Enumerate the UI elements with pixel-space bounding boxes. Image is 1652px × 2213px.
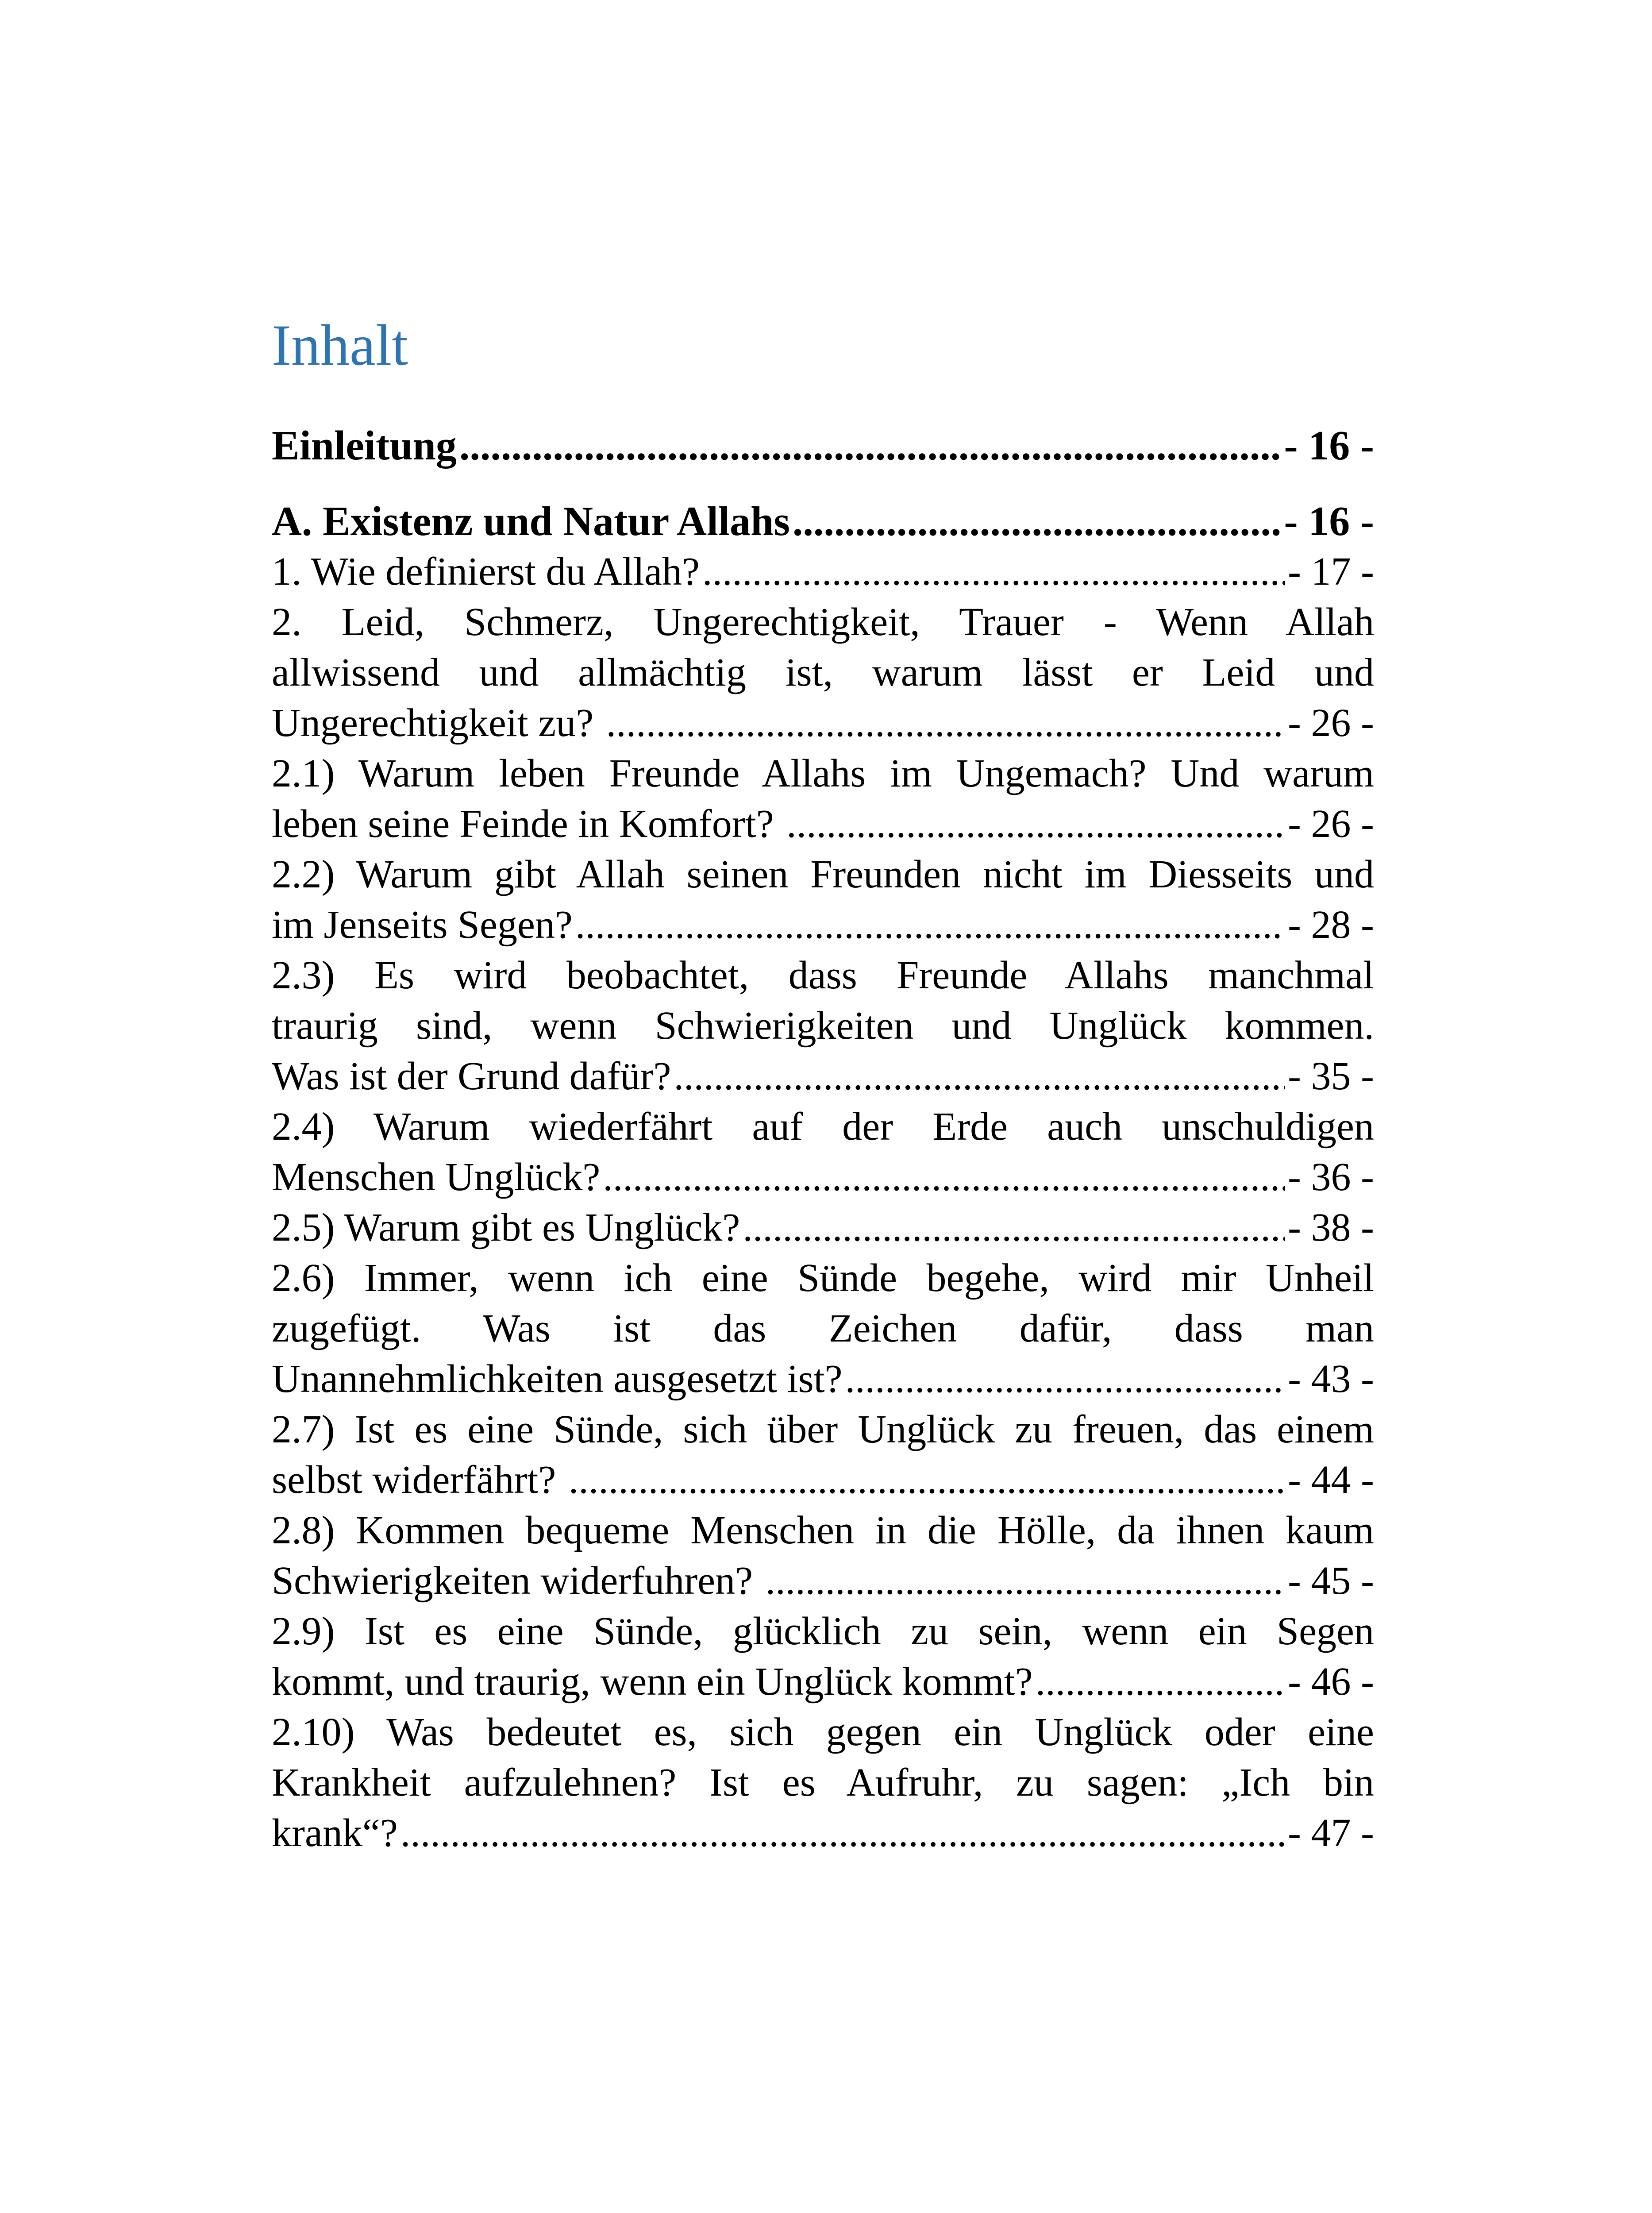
toc-entry[interactable] <box>272 1505 1374 1606</box>
toc-title: Inhalt <box>272 312 408 378</box>
dot-leader <box>569 1455 1285 1505</box>
toc-page-number[interactable]: - 38 - <box>1288 1206 1374 1249</box>
toc-page-number[interactable]: - 17 - <box>1288 550 1374 594</box>
toc-entry-last-line <box>272 1556 1374 1606</box>
dot-leader <box>845 1354 1285 1404</box>
toc-entry-last-line <box>272 1808 1374 1858</box>
toc-entry[interactable] <box>272 748 1374 849</box>
toc-entry[interactable] <box>272 1102 1374 1203</box>
toc-entry-last-line <box>272 496 1374 547</box>
table-of-contents <box>272 420 1374 1858</box>
toc-entry-last-line <box>272 1051 1374 1102</box>
toc-entry-text-line: leben seine Feinde in Komfort? <box>272 802 784 846</box>
toc-entry-text-line: 2.5) Warum gibt es Unglück? <box>272 1206 740 1249</box>
toc-entry-text-line: krank“? <box>272 1811 398 1855</box>
toc-entry-text-line: 2.4) Warum wiederfährt auf der Erde auch unschuldigen <box>272 1105 1374 1149</box>
dot-leader <box>459 420 1281 471</box>
toc-page-number[interactable]: - 16 - <box>1284 423 1374 469</box>
toc-entry-text-line: Was ist der Grund dafür? <box>272 1054 671 1098</box>
toc-entry-last-line <box>272 420 1374 471</box>
dot-leader <box>606 698 1285 748</box>
toc-page-number[interactable]: - 43 - <box>1288 1357 1374 1401</box>
toc-entry[interactable] <box>272 547 1374 597</box>
toc-entry-text-line: 2.9) Ist es eine Sünde, glücklich zu sein, wenn ein Segen <box>272 1609 1374 1653</box>
toc-page-number[interactable]: - 26 - <box>1288 802 1374 846</box>
toc-entry[interactable] <box>272 1203 1374 1253</box>
toc-entry[interactable] <box>272 849 1374 950</box>
toc-entry-text-line: 2.2) Warum gibt Allah seinen Freunden nicht im Diesseits und <box>272 852 1374 896</box>
dot-leader <box>793 496 1281 547</box>
toc-entry-last-line <box>272 698 1374 748</box>
toc-page-number[interactable]: - 44 - <box>1288 1458 1374 1502</box>
toc-entry-text-line: 1. Wie definierst du Allah? <box>272 550 700 594</box>
toc-entry-last-line <box>272 1455 1374 1505</box>
dot-leader <box>786 799 1285 849</box>
toc-entry[interactable] <box>272 1707 1374 1858</box>
toc-entry[interactable] <box>272 496 1374 547</box>
toc-entry-text-line: Unannehmlichkeiten ausgesetzt ist? <box>272 1357 843 1401</box>
dot-leader <box>603 1152 1285 1203</box>
dot-leader <box>575 900 1285 950</box>
toc-entry[interactable] <box>272 1606 1374 1707</box>
toc-entry-last-line <box>272 1657 1374 1707</box>
toc-entry-last-line <box>272 1203 1374 1253</box>
dot-leader <box>702 547 1285 597</box>
dot-leader <box>674 1051 1285 1102</box>
toc-entry-text-line: A. Existenz und Natur Allahs <box>272 498 790 544</box>
toc-entry-text-line: traurig sind, wenn Schwierigkeiten und Unglück kommen. <box>272 1004 1374 1048</box>
toc-entry[interactable] <box>272 1253 1374 1404</box>
toc-entry[interactable] <box>272 1404 1374 1505</box>
toc-entry-text-line: 2.1) Warum leben Freunde Allahs im Ungemach? Und warum <box>272 752 1374 795</box>
toc-entry-text-line: Schwierigkeiten widerfuhren? <box>272 1559 763 1603</box>
dot-leader <box>766 1556 1285 1606</box>
toc-page-number[interactable]: - 35 - <box>1288 1054 1374 1098</box>
toc-entry[interactable] <box>272 597 1374 748</box>
toc-entry-text-line: Krankheit aufzulehnen? Ist es Aufruhr, zu sagen: „Ich bin <box>272 1761 1374 1804</box>
dot-leader <box>1036 1657 1285 1707</box>
toc-entry-last-line <box>272 547 1374 597</box>
toc-entry-text-line: kommt, und traurig, wenn ein Unglück kommt? <box>272 1660 1033 1704</box>
toc-entry-text-line: Menschen Unglück? <box>272 1155 601 1199</box>
toc-page-number[interactable]: - 47 - <box>1288 1811 1374 1855</box>
toc-page-number[interactable]: - 45 - <box>1288 1559 1374 1603</box>
toc-entry-text-line: im Jenseits Segen? <box>272 903 573 947</box>
dot-leader <box>400 1808 1285 1858</box>
toc-entry-text-line: selbst widerfährt? <box>272 1458 566 1502</box>
toc-entry-text-line: 2.6) Immer, wenn ich eine Sünde begehe, wird mir Unheil <box>272 1256 1374 1300</box>
toc-entry-text-line: 2.10) Was bedeutet es, sich gegen ein Unglück oder eine <box>272 1710 1374 1754</box>
toc-entry-text-line: zugefügt. Was ist das Zeichen dafür, dass man <box>272 1307 1374 1350</box>
toc-page-number[interactable]: - 36 - <box>1288 1155 1374 1199</box>
toc-entry-last-line <box>272 799 1374 849</box>
dot-leader <box>743 1203 1285 1253</box>
toc-page-number[interactable]: - 46 - <box>1288 1660 1374 1704</box>
toc-page-number[interactable]: - 28 - <box>1288 903 1374 947</box>
toc-entry-text-line: 2.7) Ist es eine Sünde, sich über Unglück zu freuen, das einem <box>272 1407 1374 1451</box>
toc-entry[interactable] <box>272 420 1374 471</box>
toc-entry[interactable] <box>272 950 1374 1102</box>
toc-entry-text-line: Einleitung <box>272 423 457 469</box>
toc-entry-last-line <box>272 900 1374 950</box>
toc-page-number[interactable]: - 16 - <box>1284 498 1374 544</box>
toc-entry-text-line: 2. Leid, Schmerz, Ungerechtigkeit, Trauer - Wenn Allah <box>272 600 1374 644</box>
toc-entry-text-line: 2.8) Kommen bequeme Menschen in die Hölle, da ihnen kaum <box>272 1508 1374 1552</box>
toc-entry-text-line: allwissend und allmächtig ist, warum lässt er Leid und <box>272 651 1374 694</box>
toc-entry-last-line <box>272 1152 1374 1203</box>
toc-entry-text-line: Ungerechtigkeit zu? <box>272 701 604 745</box>
toc-page-number[interactable]: - 26 - <box>1288 701 1374 745</box>
toc-entry-last-line <box>272 1354 1374 1404</box>
toc-entry-text-line: 2.3) Es wird beobachtet, dass Freunde Allahs manchmal <box>272 953 1374 997</box>
